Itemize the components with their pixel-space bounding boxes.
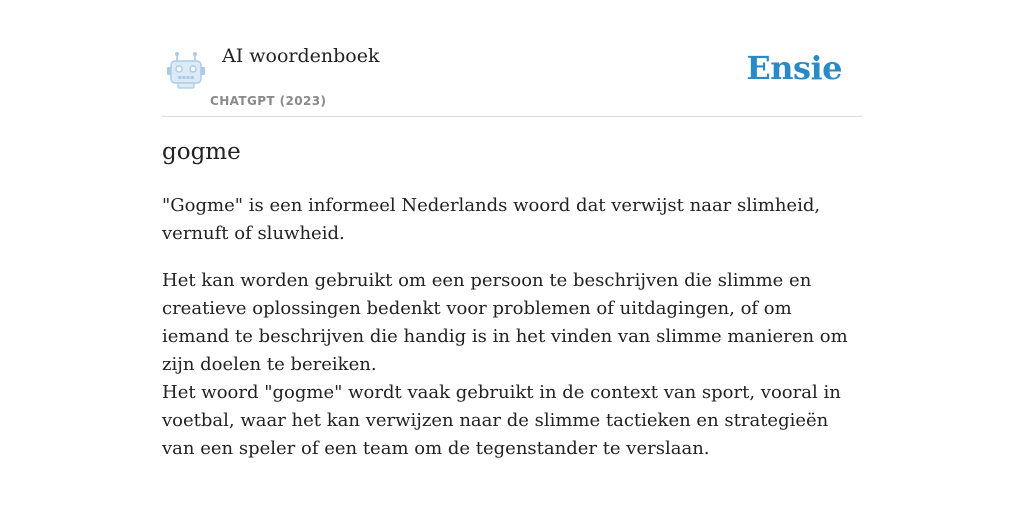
definition-paragraph: Het woord "gogme" wordt vaak gebruikt in de context van sport, vooral in voetbal, waar het kan verwijzen naar de slimme tactieken en strategieën van een speler of een team om de tegenstander te verslaan. xyxy=(162,382,841,459)
content-container xyxy=(162,0,862,459)
dictionary-header xyxy=(162,0,862,117)
ensie-logo-link[interactable]: Ensie xyxy=(746,49,842,87)
entry-word: gogme xyxy=(162,139,241,165)
dictionary-title[interactable]: AI woordenboek xyxy=(222,45,380,67)
definition-paragraph: "Gogme" is een informeel Nederlands woord dat verwijst naar slimheid, vernuft of sluwheid. xyxy=(162,195,821,244)
robot-icon xyxy=(166,50,206,90)
dictionary-source: CHATGPT (2023) xyxy=(210,94,327,108)
definition-paragraph: Het kan worden gebruikt om een persoon te beschrijven die slimme en creatieve oplossingen bedenkt voor problemen of uitdagingen, of om iemand te beschrijven die handig is in het vinden van slimme manieren om zijn doelen te bereiken. xyxy=(162,270,848,375)
